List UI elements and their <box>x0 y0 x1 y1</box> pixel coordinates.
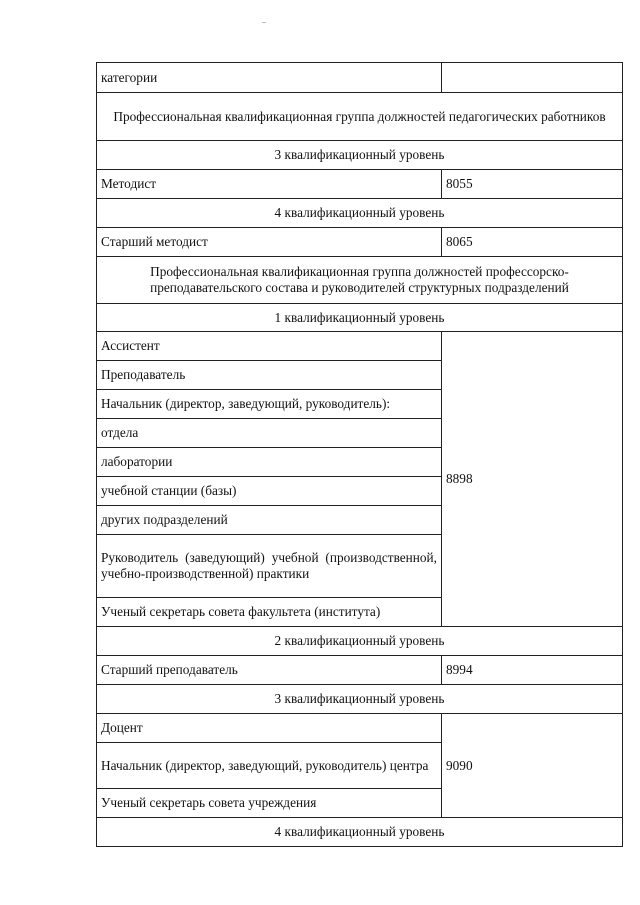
table-row <box>97 656 623 685</box>
position-cell: Начальник (директор, заведующий, руководитель) центра <box>97 743 442 789</box>
table-row <box>97 714 623 743</box>
position-cell: Методист <box>97 170 442 199</box>
code-cell: 9090 <box>442 714 623 818</box>
table-row <box>97 818 623 847</box>
table-row <box>97 257 623 304</box>
table-row <box>97 332 623 361</box>
code-cell <box>442 63 623 93</box>
position-cell: лаборатории <box>97 448 442 477</box>
position-cell: категории <box>97 63 442 93</box>
table-row <box>97 228 623 257</box>
salary-table <box>96 62 623 847</box>
position-cell: Ученый секретарь совета факультета (института) <box>97 598 442 627</box>
scan-mark <box>262 22 266 23</box>
level-header: 1 квалификационный уровень <box>97 304 623 332</box>
position-cell: других подразделений <box>97 506 442 535</box>
position-cell: Ассистент <box>97 332 442 361</box>
position-cell: Старший преподаватель <box>97 656 442 685</box>
position-cell: Руководитель (заведующий) учебной (производственной, учебно-производственной) практики <box>97 535 442 598</box>
document-page <box>96 62 617 847</box>
level-header: 3 квалификационный уровень <box>97 685 623 714</box>
group-header: Профессиональная квалификационная группа должностей педагогических работников <box>97 93 623 141</box>
group-header: Профессиональная квалификационная группа должностей профессорско-преподавательского состава и руководителей структурных подразделений <box>97 257 623 304</box>
position-cell: отдела <box>97 419 442 448</box>
level-header: 4 квалификационный уровень <box>97 818 623 847</box>
position-cell: Ученый секретарь совета учреждения <box>97 789 442 818</box>
position-cell: учебной станции (базы) <box>97 477 442 506</box>
table-row <box>97 63 623 93</box>
table-row <box>97 170 623 199</box>
table-row <box>97 141 623 170</box>
position-cell: Начальник (директор, заведующий, руководитель): <box>97 390 442 419</box>
code-cell: 8994 <box>442 656 623 685</box>
code-cell: 8055 <box>442 170 623 199</box>
position-cell: Доцент <box>97 714 442 743</box>
level-header: 3 квалификационный уровень <box>97 141 623 170</box>
code-cell: 8898 <box>442 332 623 627</box>
code-cell: 8065 <box>442 228 623 257</box>
table-row <box>97 304 623 332</box>
table-row <box>97 199 623 228</box>
level-header: 4 квалификационный уровень <box>97 199 623 228</box>
table-row <box>97 685 623 714</box>
position-cell: Старший методист <box>97 228 442 257</box>
position-cell: Преподаватель <box>97 361 442 390</box>
level-header: 2 квалификационный уровень <box>97 627 623 656</box>
table-row <box>97 93 623 141</box>
table-row <box>97 627 623 656</box>
